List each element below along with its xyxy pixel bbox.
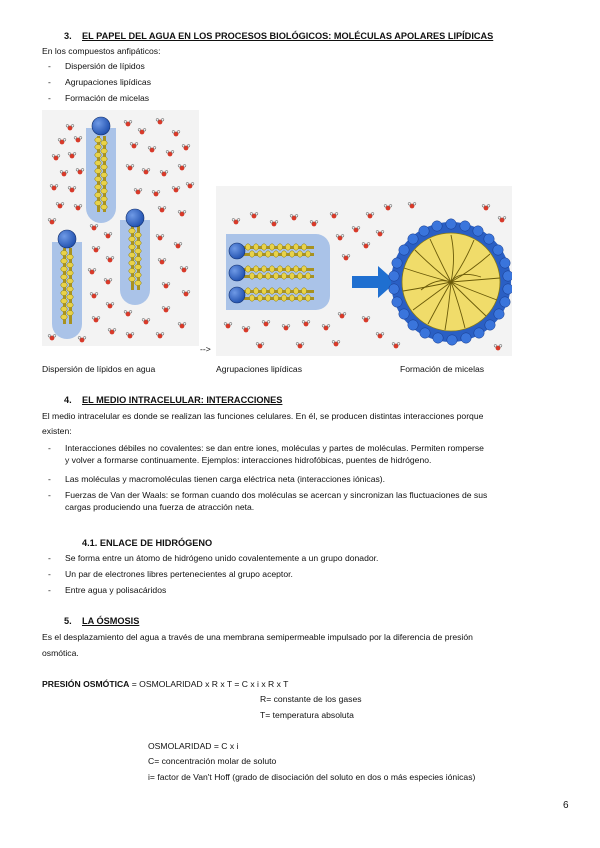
r-definition: R= constante de los gases bbox=[260, 694, 362, 704]
list-item: - Las moléculas y macromoléculas tienen carga eléctrica neta (interacciones iónicas). bbox=[48, 474, 386, 484]
list-item: - Formación de micelas bbox=[48, 93, 150, 103]
lipid-dispersion-figure bbox=[42, 110, 199, 346]
caption-agrupaciones: Agrupaciones lipídicas bbox=[216, 364, 302, 374]
caption-dispersion: Dispersión de lípidos en agua bbox=[42, 364, 156, 374]
list-item: - Fuerzas de Van der Waals: se forman cuando dos moléculas se acercan y sincronizan las fluctuaciones de sus cargas produciendo una fuerza de atracción neta. bbox=[48, 490, 488, 512]
section-4-number: 4. bbox=[64, 395, 72, 405]
section-3-number: 3. bbox=[64, 31, 72, 41]
page-number: 6 bbox=[563, 800, 569, 811]
section-5-intro-line2: osmótica. bbox=[42, 648, 79, 658]
list-item: - Entre agua y polisacáridos bbox=[48, 585, 167, 595]
section-4-intro-line1: El medio intracelular es donde se realizan las funciones celulares. En él, se producen distintas interacciones porque bbox=[42, 411, 484, 421]
formula-expression: = OSMOLARIDAD x R x T = C x i x R x T bbox=[129, 679, 289, 689]
formula-label: PRESIÓN OSMÓTICA bbox=[42, 679, 130, 689]
section-4-heading bbox=[64, 394, 282, 406]
list-item: - Un par de electrones libres pertenecientes al grupo aceptor. bbox=[48, 569, 293, 579]
list-item: - Se forma entre un átomo de hidrógeno unido covalentemente a un grupo donador. bbox=[48, 553, 379, 563]
list-item: - Agrupaciones lipídicas bbox=[48, 77, 151, 87]
section-4-title: EL MEDIO INTRACELULAR: INTERACCIONES bbox=[82, 395, 283, 405]
section-3-title: EL PAPEL DEL AGUA EN LOS PROCESOS BIOLÓGICOS: MOLÉCULAS APOLARES LIPÍDICAS bbox=[82, 31, 494, 41]
section-3-intro: En los compuestos anfipáticos: bbox=[42, 46, 161, 56]
micelle-formation-figure bbox=[216, 186, 512, 356]
section-5-heading bbox=[64, 615, 139, 627]
list-item: - Dispersión de lípidos bbox=[48, 61, 145, 71]
osmolarity-equation: OSMOLARIDAD = C x i bbox=[148, 741, 239, 751]
section-4-intro-line2: existen: bbox=[42, 426, 72, 436]
section-3-heading bbox=[64, 30, 493, 42]
section-5-number: 5. bbox=[64, 616, 72, 626]
subsection-4-1-heading: 4.1. ENLACE DE HIDRÓGENO bbox=[82, 538, 213, 548]
c-definition: C= concentración molar de soluto bbox=[148, 756, 277, 766]
section-5-title: LA ÓSMOSIS bbox=[82, 616, 140, 626]
figure-arrow-text: --> bbox=[200, 344, 211, 354]
t-definition: T= temperatura absoluta bbox=[260, 710, 354, 720]
i-definition: i= factor de Van't Hoff (grado de disociación del soluto en dos o más especies iónicas) bbox=[148, 772, 476, 782]
list-item: - Interacciones débiles no covalentes: se dan entre iones, moléculas y partes de moléculas. Permiten romperse y volver a formarse continuamente. Ejemplos: interacciones hidrofóbicas, puentes de hidrógeno. bbox=[48, 443, 484, 465]
osmotic-pressure-formula bbox=[42, 679, 288, 691]
caption-micelas: Formación de micelas bbox=[400, 364, 485, 374]
section-5-intro-line1: Es el desplazamiento del agua a través de una membrana semipermeable impulsado por la diferencia de presión bbox=[42, 632, 473, 642]
